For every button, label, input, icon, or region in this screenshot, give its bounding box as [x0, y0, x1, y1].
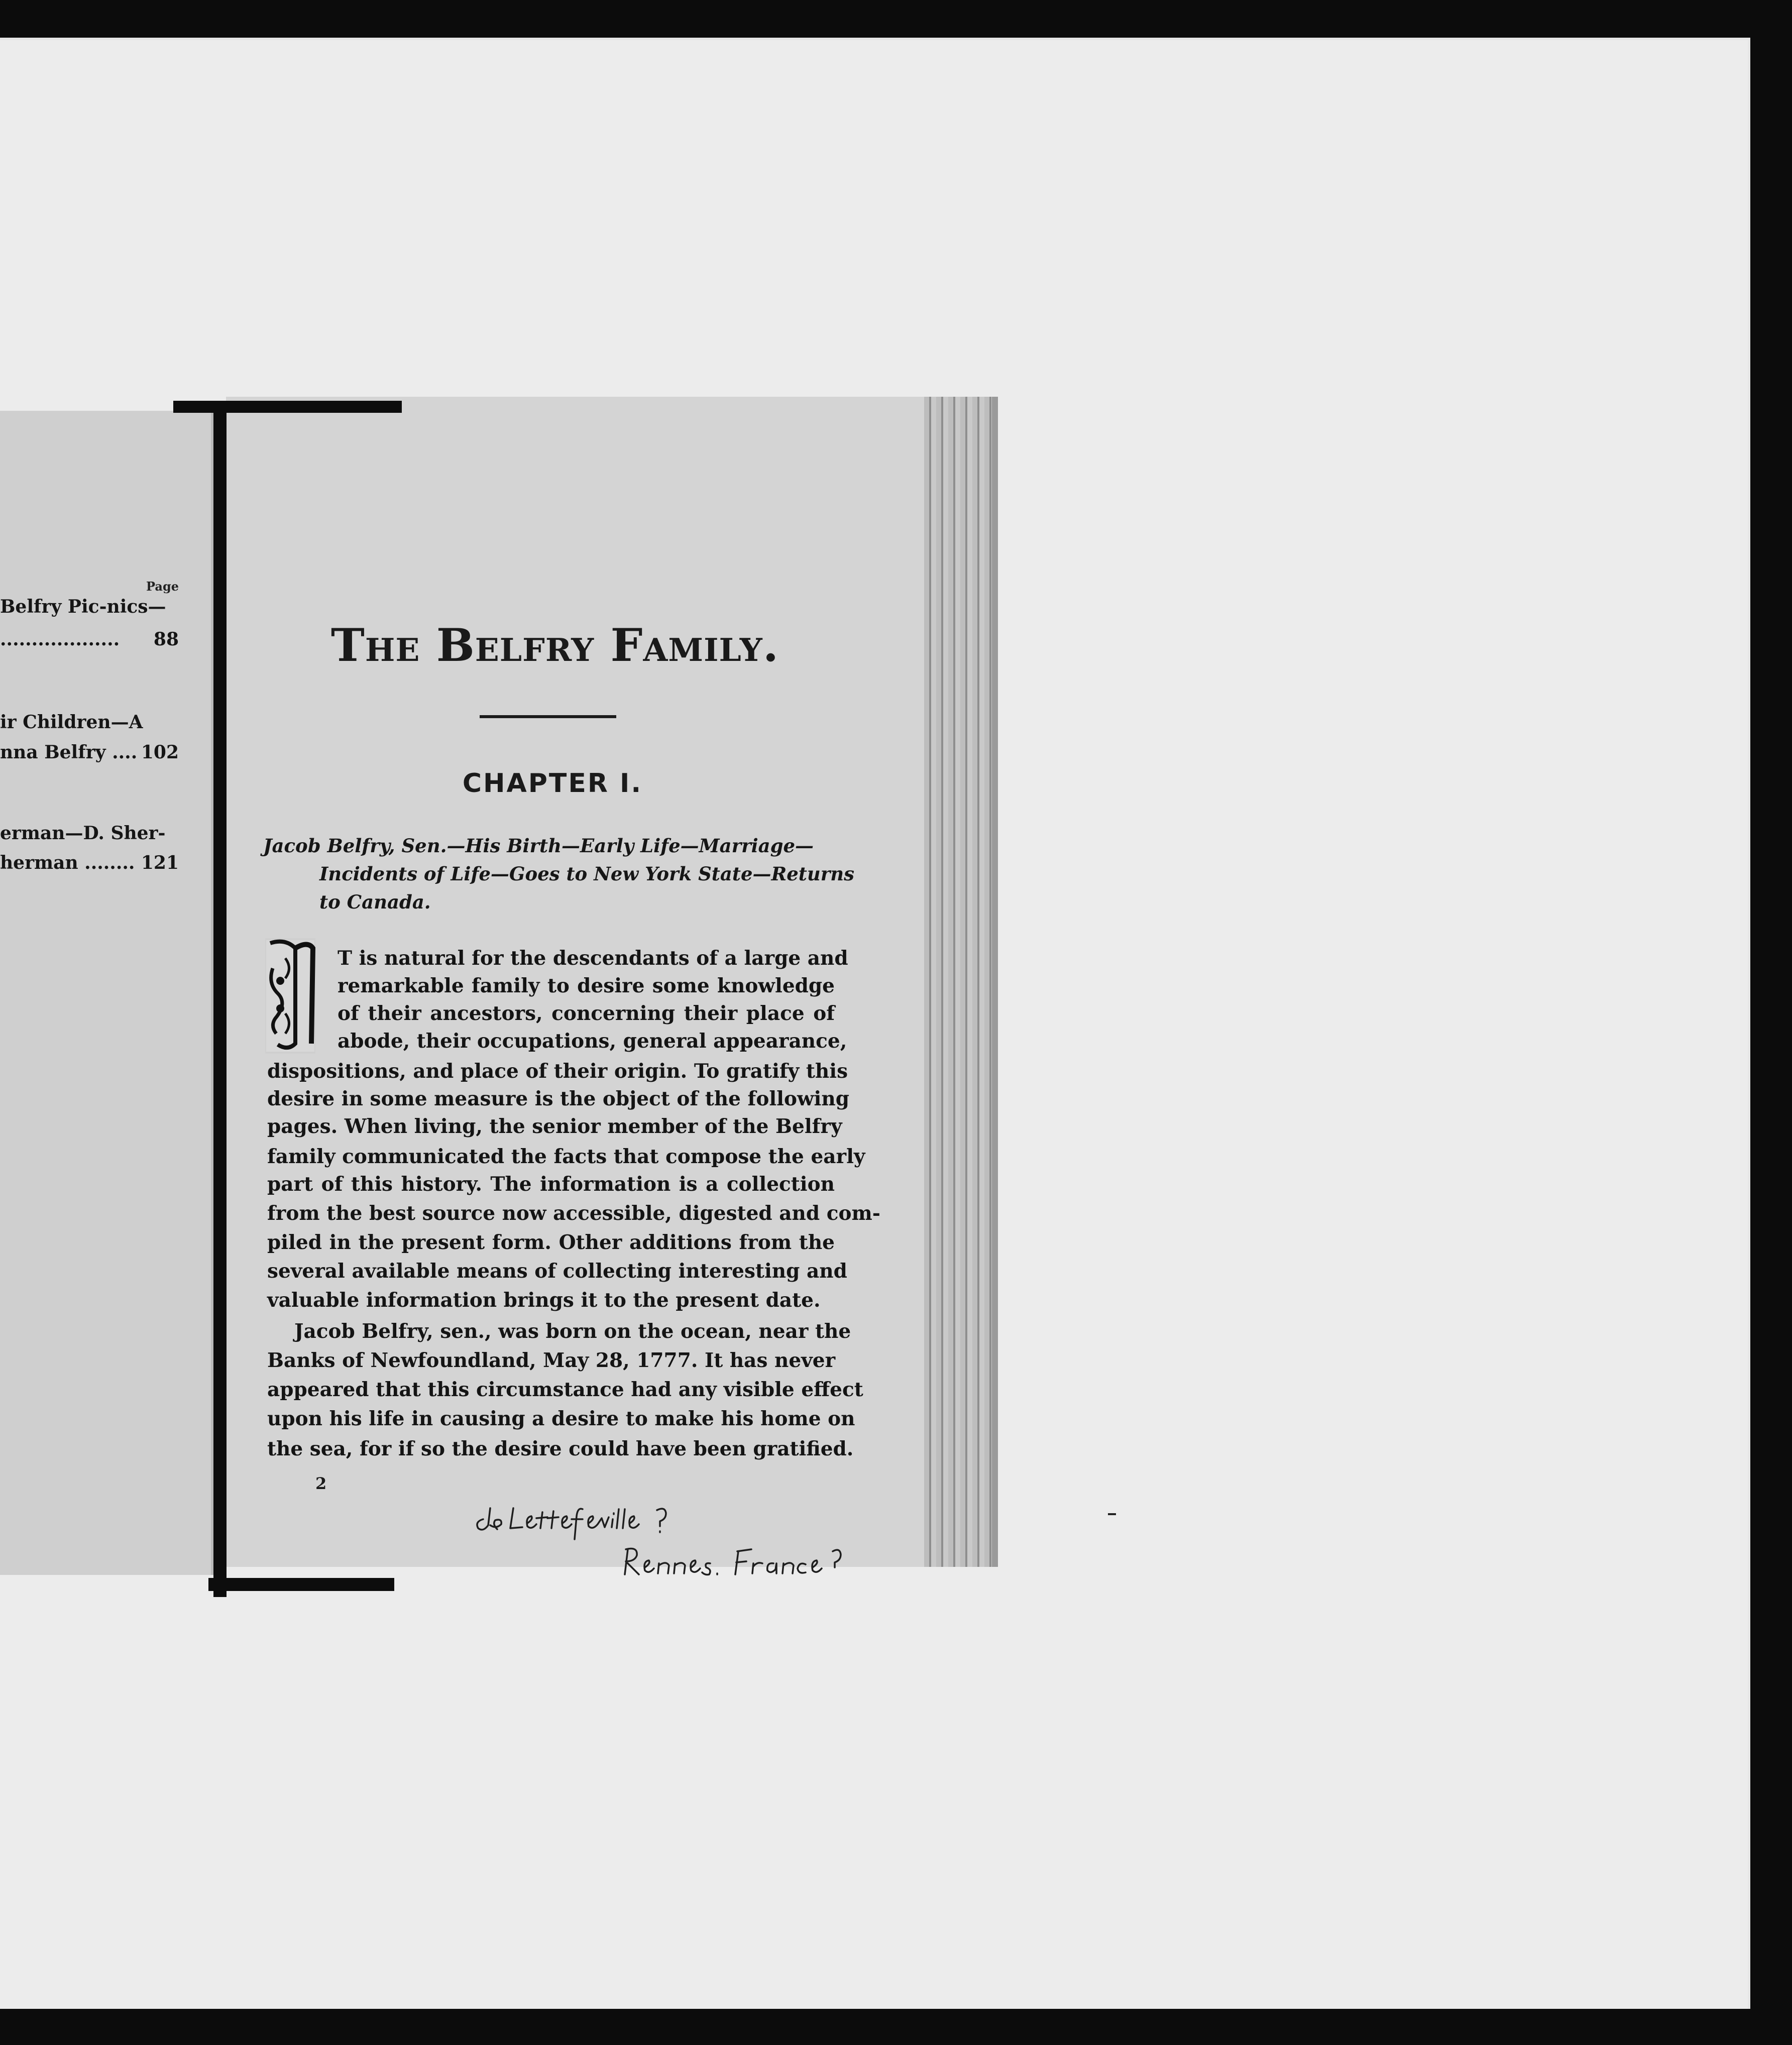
left-page: [0, 411, 211, 1575]
body-text-line: remarkable family to desire some knowledge: [338, 974, 835, 997]
body-text-line: from the best source now accessible, digested and com-: [267, 1202, 880, 1225]
chapter-summary-line: to Canada.: [319, 891, 431, 913]
body-text-line: the sea, for if so the desire could have been gratified.: [267, 1437, 854, 1460]
body-text-line: piled in the present form. Other additions from the: [267, 1231, 835, 1254]
page-number: 2: [315, 1474, 327, 1493]
toc-entry-line: ................... 88: [0, 629, 179, 650]
body-text-line: pages. When living, the senior member of the Belfry: [267, 1115, 842, 1138]
body-text-line: Banks of Newfoundland, May 28, 1777. It has never: [267, 1349, 836, 1372]
body-text-line: several available means of collecting interesting and: [267, 1260, 847, 1283]
page-title: The Belfry Family.: [330, 619, 779, 672]
body-text-line: part of this history. The information is a collection: [267, 1173, 835, 1196]
bracket-marker-top: [173, 401, 402, 413]
body-text-line: upon his life in causing a desire to make his home on: [267, 1407, 855, 1430]
bracket-marker-bottom: [208, 1578, 394, 1591]
toc-page-number: 102: [141, 742, 179, 763]
body-text-line: dispositions, and place of their origin. To gratify this: [267, 1060, 848, 1083]
body-text-line: T is natural for the descendants of a large and: [338, 947, 848, 970]
chapter-summary-line: Jacob Belfry, Sen.—His Birth—Early Life—Marriage—: [263, 835, 814, 857]
chapter-heading: CHAPTER I.: [462, 768, 643, 799]
chapter-summary-line: Incidents of Life—Goes to New York State—Returns: [319, 863, 854, 885]
toc-entry-line: herman ........ 121: [0, 852, 179, 873]
scan-frame-right: [1750, 0, 1792, 2045]
body-text-line: desire in some measure is the object of the following: [267, 1087, 849, 1110]
toc-entry-line: erman—D. Sher-: [0, 823, 166, 844]
toc-entry-line: nna Belfry .... 102: [0, 742, 179, 763]
bracket-marker-bar: [213, 402, 227, 1597]
stray-ink-mark: [1107, 1512, 1117, 1517]
scan-frame-bottom: [0, 2009, 1792, 2045]
drop-cap-ornament-icon: [265, 938, 315, 1054]
toc-entry-line: ir Children—A: [0, 712, 143, 733]
handwritten-annotation: [472, 1499, 944, 1579]
body-text-line: abode, their occupations, general appearance,: [338, 1030, 847, 1053]
toc-page-number: 88: [153, 629, 179, 650]
page-edges: [924, 397, 994, 1567]
body-text-line: family communicated the facts that compose the early: [267, 1145, 865, 1168]
body-text-line: appeared that this circumstance had any visible effect: [267, 1378, 863, 1401]
body-text-line: Jacob Belfry, sen., was born on the ocean, near the: [294, 1320, 851, 1343]
scan-frame-top: [0, 0, 1792, 38]
page-shadow: [992, 397, 998, 1567]
toc-entry-line: Belfry Pic-nics—: [0, 596, 166, 617]
body-text-line: valuable information brings it to the present date.: [267, 1289, 821, 1312]
toc-page-heading: Page: [146, 579, 179, 594]
title-divider: [480, 715, 616, 718]
ornamental-drop-cap: [265, 938, 315, 1054]
toc-page-number: 121: [141, 852, 179, 873]
body-text-line: of their ancestors, concerning their place of: [338, 1002, 835, 1025]
